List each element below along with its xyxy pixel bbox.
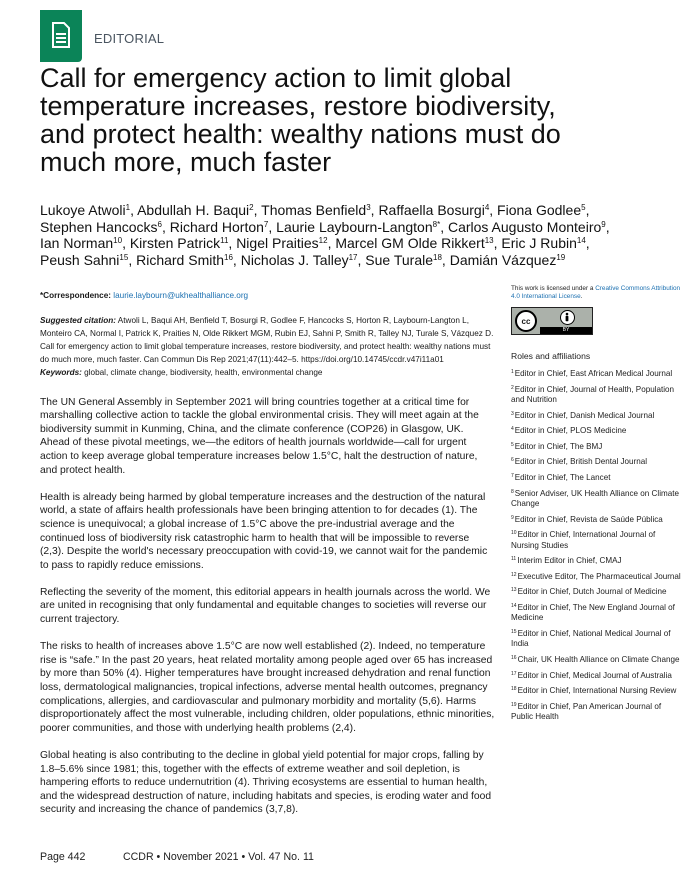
role-text: Editor in Chief, International Nursing Review — [517, 686, 677, 696]
role-item — [511, 369, 681, 379]
role-text: Chair, UK Health Alliance on Climate Change — [517, 654, 680, 664]
citation-label: Suggested citation: — [40, 316, 116, 326]
author-name: Richard Horton — [169, 218, 264, 235]
role-marker: 19 — [511, 701, 517, 708]
body-paragraph: Global heating is also contributing to the decline in global yield potential for major crops, falling by 1.8–5.6% since 1981; this, together with the effects of extreme weather and soil depletion, is hampering efforts to reduce undernutrition (4). Thriving ecosystems are essential to human health, and the widespread destruction of nature, including habitats and species, is eroding water and food security and increasing the chance of pandemics (3,7,8). — [40, 750, 492, 816]
role-marker: 12 — [511, 571, 517, 578]
role-item — [511, 411, 681, 421]
author-name: Carlos Augusto Monteiro — [447, 218, 602, 235]
citation-text: Atwoli L, Baqui AH, Benfield T, Bosurgi R, Godlee F, Hancocks S, Horton R, Laybourn-Langton L, Monteiro CA, Normal I, Patrick K, Praities N, Olde Rikkert MGM, Rubin EJ, Sahni P, Smith R, Talley NJ, Turale S, Vázquez D. Call for emergency action to limit global temperature increases, restore biodiversity, and protect health: wealthy nations must do much more, much faster. Can Commun Dis Rep 2021;47(11):442–5. https://doi.org/10.14745/ccdr.v47i11a01 — [40, 316, 494, 365]
role-marker: 5 — [511, 441, 514, 448]
role-text: Editor in Chief, The BMJ — [514, 441, 603, 451]
author — [276, 219, 440, 235]
affiliation-marker: 16 — [224, 252, 233, 262]
role-marker: 17 — [511, 670, 517, 677]
author — [40, 219, 162, 235]
journal-issue: CCDR • November 2021 • Vol. 47 No. 11 — [123, 851, 314, 863]
author — [40, 235, 122, 251]
role-text: Editor in Chief, Medical Journal of Australia — [517, 670, 672, 680]
role-text: Editor in Chief, Pan American Journal of Public Health — [511, 701, 662, 722]
by-label: BY — [540, 327, 592, 334]
author — [497, 202, 586, 218]
license-suffix: . — [580, 293, 583, 300]
author — [335, 235, 493, 251]
author-name: Laurie Laybourn-Langton — [276, 218, 433, 235]
affiliation-marker: 12 — [318, 236, 328, 245]
role-marker: 14 — [511, 602, 517, 609]
author-name: Stephen Hancocks — [40, 218, 158, 235]
author-name: Ian Norman — [40, 235, 114, 251]
role-item — [511, 572, 681, 582]
author-name: Lukoye Atwoli — [40, 202, 126, 218]
role-text: Interim Editor in Chief, CMAJ — [517, 556, 622, 566]
role-item — [511, 442, 681, 452]
correspondence-email-link[interactable]: laurie.laybourn@ukhealthalliance.org — [113, 291, 249, 300]
keywords-text: global, climate change, biodiversity, health, environmental change — [84, 368, 323, 378]
role-item — [511, 556, 681, 566]
author — [40, 252, 128, 268]
author-name: Damián Vázquez — [449, 251, 557, 268]
author — [136, 252, 233, 268]
body-paragraph: Health is already being harmed by global temperature increases and the destruction of the natural world, a state of affairs health professionals have been bringing attention to for decades (1). The science is unequivocal; a global increase of 1.5°C above the pre-industrial average and the continued loss of biodiversity risk catastrophic harm to health that will be impossible to reverse (2,3). Despite the world's necessary preoccupation with covid-19, we cannot wait for the pandemic to pass to rapidly reduce emissions. — [40, 491, 488, 571]
role-item — [511, 515, 681, 525]
role-item — [511, 702, 681, 723]
role-marker: 8 — [511, 488, 514, 495]
section-label: EDITORIAL — [94, 30, 165, 46]
affiliation-marker: 4 — [484, 203, 490, 212]
license-prefix: This work is licensed under a — [511, 285, 596, 292]
author — [241, 252, 358, 268]
article-body — [40, 396, 495, 817]
attribution-person-icon — [560, 310, 575, 325]
role-item — [511, 655, 681, 665]
role-marker: 6 — [511, 457, 514, 464]
author — [261, 202, 371, 218]
author-name: Fiona Godlee — [497, 202, 582, 218]
role-item — [511, 671, 681, 681]
author-name: Abdullah H. Baqui — [137, 202, 250, 218]
page-footer — [40, 851, 314, 863]
role-text: Editor in Chief, East African Medical Journal — [514, 369, 673, 378]
cc-by-badge[interactable] — [511, 307, 593, 335]
affiliation-marker: 7 — [263, 219, 269, 229]
affiliation-marker: 3 — [366, 203, 371, 212]
keywords — [40, 366, 495, 379]
role-marker: 4 — [511, 426, 514, 433]
affiliation-marker: 17 — [348, 252, 358, 262]
author — [40, 202, 130, 218]
role-text: Editor in Chief, Journal of Health, Population and Nutrition — [511, 384, 675, 404]
role-marker: 3 — [511, 410, 514, 417]
affiliation-marker: 6 — [157, 219, 162, 229]
role-marker: 2 — [511, 384, 514, 391]
role-item — [511, 629, 681, 650]
role-text: Editor in Chief, Dutch Journal of Medicine — [517, 587, 667, 597]
role-text: Editor in Chief, The New England Journal of Medicine — [511, 602, 675, 623]
author — [378, 202, 489, 218]
role-item — [511, 489, 681, 510]
author — [130, 235, 229, 251]
affiliation-marker: 14 — [576, 236, 586, 245]
author — [170, 219, 269, 235]
role-marker: 9 — [511, 514, 514, 521]
author-name: Marcel GM Olde Rikkert — [335, 235, 485, 251]
role-item — [511, 426, 681, 436]
author — [137, 202, 254, 218]
role-marker: 1 — [511, 369, 514, 375]
affiliation-marker: 1 — [125, 203, 131, 212]
author — [448, 219, 606, 235]
affiliation-marker: 2 — [249, 203, 254, 212]
correspondence — [40, 289, 495, 302]
sidebar — [511, 285, 681, 728]
article-title: Call for emergency action to limit global temperature increases, restore biodiversity, and protect health: wealthy nations must do much more, much faster — [40, 63, 561, 177]
affiliation-marker: 5 — [581, 203, 586, 212]
author-name: Thomas Benfield — [261, 202, 367, 218]
suggested-citation — [40, 314, 495, 366]
role-text: Editor in Chief, International Journal of Nursing Studies — [511, 530, 656, 550]
article-meta — [40, 289, 495, 380]
role-marker: 16 — [511, 654, 517, 661]
author-name: Nicholas J. Talley — [240, 251, 349, 268]
role-item — [511, 587, 681, 597]
main-column — [40, 289, 495, 831]
keywords-label: Keywords: — [40, 368, 82, 378]
author-name: Eric J Rubin — [501, 235, 577, 251]
author-name: Richard Smith — [136, 251, 225, 268]
role-text: Editor in Chief, British Dental Journal — [514, 457, 648, 467]
affiliation-marker: 19 — [556, 252, 566, 262]
affiliation-marker: 18 — [433, 252, 442, 262]
author — [236, 235, 327, 251]
affiliation-marker: 10 — [113, 236, 123, 245]
author-list: Lukoye Atwoli$^1$, Abdullah H. Baqui$^2$, Thomas Benfield$^3$, Raffaella Bosurgi$^4$, Fiona Godlee$^5$, Stephen Hancocks$^6$, Richard Horton$^7$, Laurie Laybourn-Langton$^{8*}$, Carlos Augusto Monteiro$^9$, Ian Norman$^{10}$, Kirsten Patrick$^{11}$, Nigel Praities$^{12}$, Marcel GM Olde Rikkert$^{13}$, Eric J Rubin$^{14}$, Peush Sahni$^{15}$, Richard Smith$^{16}$, Nicholas J. Talley$^{17}$, Sue Turale$^{18}$, Damián Vázquez$^{19}$ — [40, 202, 610, 268]
author — [365, 252, 442, 268]
role-marker: 10 — [511, 530, 517, 537]
author-name: Kirsten Patrick — [129, 235, 221, 251]
role-text: Editor in Chief, The Lancet — [514, 472, 611, 482]
affiliation-marker: 13 — [484, 236, 494, 245]
role-text: Editor in Chief, National Medical Journal of India — [511, 628, 671, 649]
affiliation-marker: 15 — [119, 252, 129, 262]
body-paragraph: Reflecting the severity of the moment, this editorial appears in health journals across the world. We are united in recognising that only fundamental and equitable changes to societies will reverse our current trajectory. — [40, 586, 491, 626]
role-item — [511, 385, 681, 406]
role-text: Senior Adviser, UK Health Alliance on Climate Change — [511, 488, 679, 508]
role-item — [511, 530, 681, 551]
role-text: Editor in Chief, PLOS Medicine — [514, 426, 627, 436]
role-marker: 18 — [511, 686, 517, 693]
document-icon — [40, 10, 82, 62]
role-text: Editor in Chief, Revista de Saúde Pública — [514, 514, 663, 524]
author-name: Peush Sahni — [40, 251, 120, 268]
roles-title: Roles and affiliations — [511, 351, 591, 361]
role-text: Executive Editor, The Pharmaceutical Journal — [517, 571, 681, 581]
roles-list — [511, 369, 681, 723]
author-name: Nigel Praities — [236, 235, 319, 251]
body-paragraph: The UN General Assembly in September 2021 will bring countries together at a critical time for marshalling collective action to tackle the global environmental crisis. They will meet again at the biodiversity summit in Kunming, China, and the climate conference (COP26) in Glasgow, UK. Ahead of these pivotal meetings, we—the editors of health journals worldwide—call for urgent action to keep average global temperature increases below 1.5°C, halt the destruction of nature, and protect health. — [40, 396, 479, 476]
affiliation-marker: 8* — [432, 219, 441, 229]
author — [501, 235, 585, 251]
author-name: Sue Turale — [365, 251, 434, 268]
role-text: Editor in Chief, Danish Medical Journal — [514, 410, 655, 420]
role-marker: 15 — [511, 628, 517, 635]
role-marker: 7 — [511, 472, 514, 479]
role-item — [511, 603, 681, 624]
cc-icon: cc — [515, 310, 537, 332]
author-name: Raffaella Bosurgi — [378, 202, 485, 218]
body-paragraph: The risks to health of increases above 1.5°C are now well established (2). Indeed, no temperature rise is “safe.” In the past 20 years, heat related mortality among people aged over 65 has increased by more than 50% (4). Higher temperatures have brought increased dehydration and renal function loss, dermatological malignancies, tropical infections, adverse mental health outcomes, pregnancy complications, allergies, and cardiovascular and pulmonary morbidity and mortality (5,6). Harms disproportionately affect the most vulnerable, including children, older populations, ethnic minorities, poorer communities, and those with underlying health problems (2,4). — [40, 641, 495, 734]
correspondence-label: *Correspondence: — [40, 291, 111, 300]
affiliation-marker: 9 — [601, 219, 606, 229]
role-item — [511, 457, 681, 467]
section-header — [40, 10, 164, 62]
author — [450, 252, 566, 268]
role-marker: 13 — [511, 587, 517, 594]
role-item — [511, 473, 681, 483]
license-link[interactable]: Creative Commons Attribution 4.0 International License — [511, 285, 681, 300]
affiliation-marker: 11 — [220, 236, 229, 245]
page-number: Page 442 — [40, 851, 86, 863]
license-notice — [511, 285, 681, 301]
role-item — [511, 686, 681, 696]
role-marker: 11 — [511, 556, 517, 563]
